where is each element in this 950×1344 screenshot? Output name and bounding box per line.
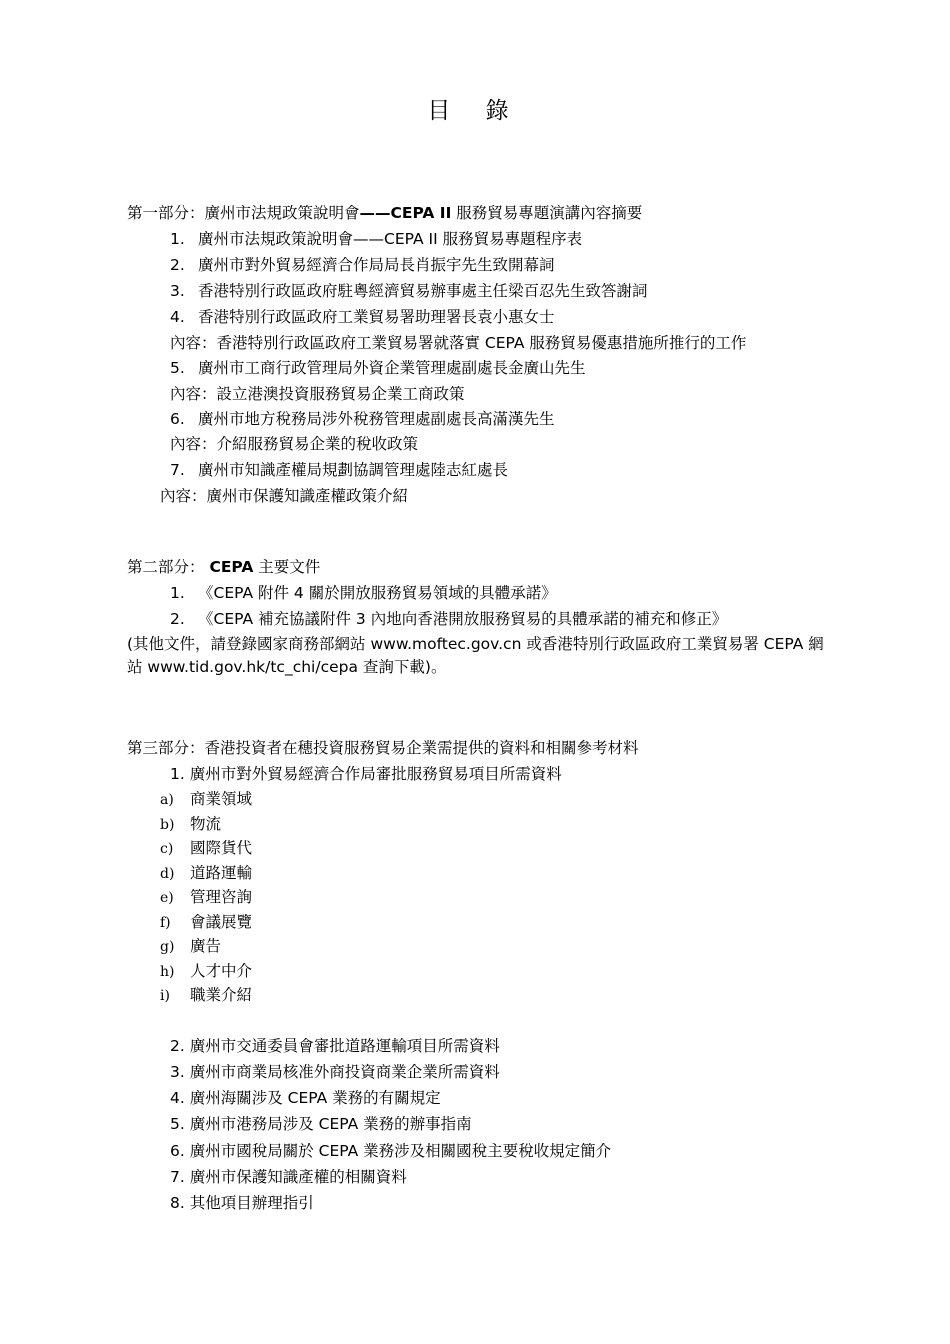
part2-item-2 [170, 609, 727, 629]
sub-text: 職業介紹 [190, 986, 253, 1004]
sub-text: 廣告 [190, 937, 222, 955]
sub-text: 會議展覽 [190, 913, 253, 931]
part1-item-5 [170, 358, 586, 378]
item-number: 2. [170, 256, 185, 274]
part3-heading: 第三部分：香港投資者在穗投資服務貿易企業需提供的資料和相關參考材料 [127, 739, 639, 757]
part1-content-6: 內容：介紹服務貿易企業的稅收政策 [170, 435, 419, 453]
part2-heading [127, 557, 320, 577]
part2-heading-prefix: 第二部分： [127, 558, 205, 576]
sub-text: 物流 [190, 815, 222, 833]
item-text: 廣州市地方稅務局涉外稅務管理處副處長高滿漢先生 [198, 410, 555, 428]
part2-heading-bold: CEPA [209, 558, 254, 576]
sub-text: 國際貨代 [190, 839, 253, 857]
item-number: 3. [170, 282, 185, 300]
item-text: 香港特別行政區政府駐粵經濟貿易辦事處主任梁百忍先生致答謝詞 [198, 282, 648, 300]
part1-heading-suffix: 服務貿易專題演講內容摘要 [456, 204, 643, 222]
item-text: 廣州市法規政策說明會——CEPA II 服務貿易專題程序表 [198, 230, 583, 248]
part3-sub-item [160, 838, 252, 859]
item-number: 6. [170, 410, 185, 428]
part3-item-7: 7. 廣州市保護知識產權的相關資料 [170, 1168, 407, 1186]
part1-item-6 [170, 409, 555, 429]
part1-heading-prefix: 第一部分：廣州市法規政策說明會 [127, 204, 360, 222]
item-text: 廣州市對外貿易經濟合作局局長肖振宇先生致開幕詞 [198, 256, 555, 274]
part1-item-1 [170, 229, 582, 249]
sub-text: 管理咨詢 [190, 888, 253, 906]
part1-content-4: 內容：香港特別行政區政府工業貿易署就落實 CEPA 服務貿易優惠措施所推行的工作 [170, 334, 747, 352]
part2-heading-suffix: 主要文件 [258, 558, 321, 576]
page-title: 目 錄 [427, 98, 523, 124]
sub-letter: d) [160, 866, 175, 882]
sub-letter: e) [160, 890, 174, 906]
part1-item-2 [170, 255, 555, 275]
part3-item-6: 6. 廣州市國稅局關於 CEPA 業務涉及相關國稅主要稅收規定簡介 [170, 1142, 612, 1160]
item-number: 2. [170, 610, 185, 628]
part3-sub-item [160, 936, 221, 957]
sub-letter: a) [160, 792, 174, 808]
part3-sub-item [160, 789, 252, 810]
part3-sub-item [160, 961, 252, 982]
item-number: 4. [170, 308, 185, 326]
sub-text: 道路運輸 [190, 864, 253, 882]
part3-sub-item [160, 814, 221, 835]
sub-text: 人才中介 [190, 962, 253, 980]
part3-sub-item [160, 887, 252, 908]
sub-text: 商業領域 [190, 790, 253, 808]
item-text: 香港特別行政區政府工業貿易署助理署長袁小惠女士 [198, 308, 555, 326]
part3-sub-item [160, 985, 252, 1006]
part1-content-7: 內容：廣州市保護知識產權政策介紹 [160, 487, 409, 505]
sub-letter: i) [160, 988, 170, 1004]
sub-letter: f) [160, 915, 171, 931]
item-number: 1. [170, 230, 185, 248]
part1-heading [127, 203, 642, 223]
item-number: 5. [170, 359, 185, 377]
item-text: 廣州市知識產權局規劃協調管理處陸志紅處長 [198, 461, 509, 479]
item-number: 7. [170, 461, 185, 479]
item-number: 1. [170, 584, 185, 602]
part3-sub-item [160, 912, 252, 933]
sub-letter: g) [160, 939, 175, 955]
part3-sub-item [160, 863, 252, 884]
item-text: 《CEPA 附件 4 關於開放服務貿易領域的具體承諾》 [198, 584, 557, 602]
part1-content-5: 內容：設立港澳投資服務貿易企業工商政策 [170, 385, 465, 403]
part1-item-4 [170, 307, 555, 327]
part3-item-3: 3. 廣州市商業局核准外商投資商業企業所需資料 [170, 1063, 500, 1081]
sub-letter: h) [160, 964, 175, 980]
item-text: 《CEPA 補充協議附件 3 內地向香港開放服務貿易的具體承諾的補充和修正》 [198, 610, 728, 628]
part3-item-5: 5. 廣州市港務局涉及 CEPA 業務的辦事指南 [170, 1115, 472, 1133]
part3-item-4: 4. 廣州海關涉及 CEPA 業務的有關規定 [170, 1089, 441, 1107]
part3-item-2: 2. 廣州市交通委員會審批道路運輸項目所需資料 [170, 1037, 500, 1055]
part2-item-1 [170, 583, 557, 603]
part3-item-1: 1. 廣州市對外貿易經濟合作局審批服務貿易項目所需資料 [170, 765, 562, 783]
sub-letter: c) [160, 841, 174, 857]
part2-note: (其他文件，請登錄國家商務部網站 www.moftec.gov.cn 或香港特別行政區政府工業貿易署 CEPA 網站 www.tid.gov.hk/tc_chi/cepa 查詢下載)。 [127, 635, 824, 676]
item-text: 廣州市工商行政管理局外資企業管理處副處長金廣山先生 [198, 359, 586, 377]
part1-item-7 [170, 460, 508, 480]
sub-letter: b) [160, 817, 175, 833]
part3-item-8: 8. 其他項目辦理指引 [170, 1194, 314, 1212]
part1-heading-bold: ——CEPA II [359, 204, 452, 222]
part1-item-3 [170, 281, 648, 301]
